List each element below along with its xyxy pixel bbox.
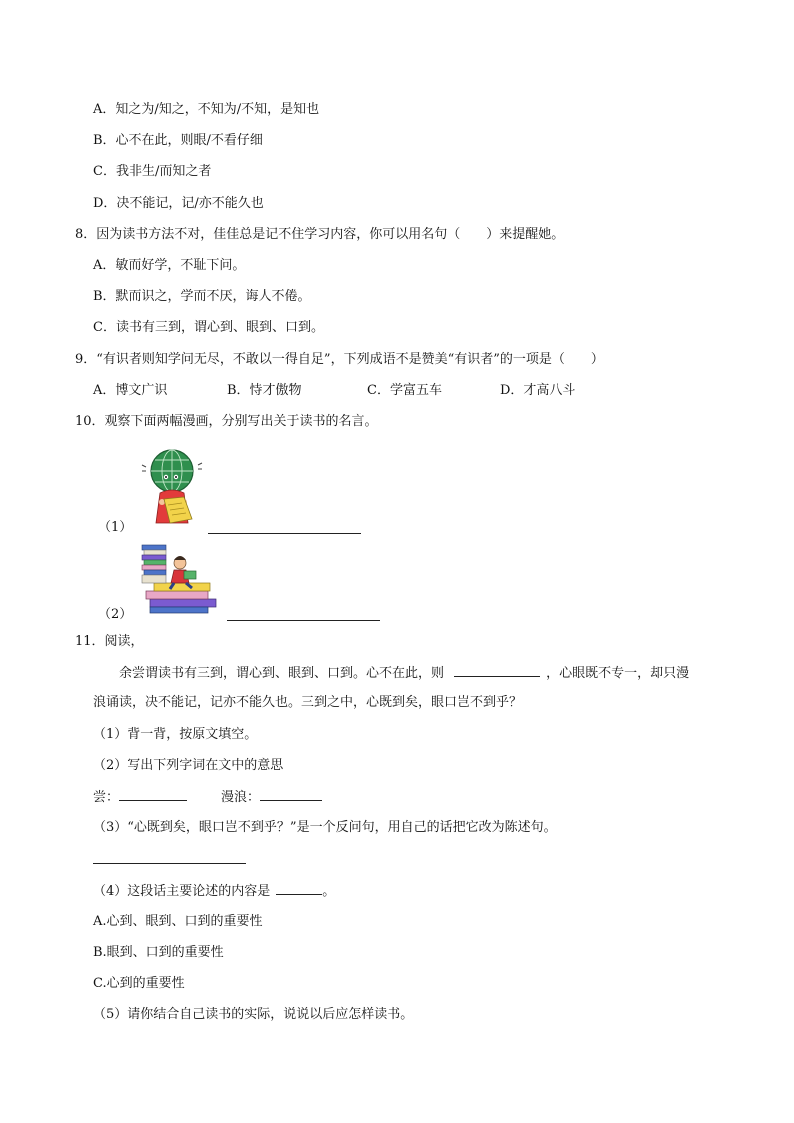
q11-passage-part-a: 余尝谓读书有三到，谓心到、眼到、口到。心不在此，则	[119, 666, 445, 681]
q8-stem: 8．因为读书方法不对，佳佳总是记不住学习内容，你可以用名句（ ）来提醒她。	[75, 227, 565, 242]
q11-passage-line-1	[119, 664, 689, 683]
q7-option-c: C．我非生/而知之者	[93, 164, 212, 179]
q8-option-c: C．读书有三到，谓心到、眼到、口到。	[93, 320, 324, 335]
q11-sub-5: （5）请你结合自己读书的实际，说说以后应怎样读书。	[93, 1007, 414, 1022]
q11-passage-blank[interactable]	[454, 664, 540, 677]
q11-sub-4	[93, 882, 335, 901]
q11-word-manlang-label: 漫浪：	[221, 790, 261, 805]
q10-item-1-label: （1）	[98, 520, 133, 535]
q11-sub-4-blank[interactable]	[276, 882, 322, 895]
q7-option-b: B．心不在此，则眼/不看仔细	[93, 133, 263, 148]
q11-sub-3-answer-blank[interactable]	[93, 851, 246, 864]
q11-word-chang-label: 尝：	[93, 790, 120, 805]
q11-sub-4-option-c: C.心到的重要性	[93, 976, 185, 991]
q11-passage-part-b: ，心眼既不专一，却只漫	[546, 666, 690, 681]
q11-sub-4-option-a: A.心到、眼到、口到的重要性	[93, 914, 263, 929]
q9-option-a: A．博文广识	[93, 383, 168, 398]
q11-sub-2-words	[93, 788, 322, 807]
cartoon-globe-reader-image	[138, 447, 210, 527]
q10-stem: 10．观察下面两幅漫画，分别写出关于读书的名言。	[75, 414, 378, 429]
q9-option-b: B．恃才傲物	[227, 383, 302, 398]
q11-sub-4-text: （4）这段话主要论述的内容是	[93, 884, 271, 899]
q10-item-2-answer-blank[interactable]	[227, 608, 380, 621]
q11-sub-3: （3）“心既到矣，眼口岂不到乎？”是一个反问句，用自己的话把它改为陈述句。	[93, 820, 557, 835]
q9-options	[93, 382, 575, 400]
q9-option-d: D．才高八斗	[500, 383, 576, 398]
q11-word-chang-blank[interactable]	[119, 788, 187, 801]
q10-item-1-answer-blank[interactable]	[208, 521, 361, 534]
q7-option-d: D．决不能记，记/亦不能久也	[93, 196, 264, 211]
q7-option-a: A．知之为/知之，不知为/不知，是知也	[93, 102, 320, 117]
q9-stem: 9．“有识者则知学问无尽，不敢以一得自足”，下列成语不是赞美“有识者”的一项是（ ）	[75, 352, 604, 367]
q11-sub-4-option-b: B.眼到、口到的重要性	[93, 945, 224, 960]
q8-option-a: A．敏而好学，不耻下问。	[93, 258, 246, 273]
q11-sub-1: （1）背一背，按原文填空。	[93, 727, 258, 742]
q8-option-b: B．默而识之，学而不厌，诲人不倦。	[93, 289, 311, 304]
q11-passage-line-2: 浪诵读，决不能记，记亦不能久也。三到之中，心既到矣，眼口岂不到乎？	[93, 695, 523, 710]
q11-sub-2: （2）写出下列字词在文中的意思	[93, 758, 284, 773]
cartoon-books-stack-image	[136, 543, 220, 617]
q10-item-2-label: （2）	[98, 607, 133, 622]
q11-sub-4-end: 。	[322, 884, 336, 899]
q9-option-c: C．学富五车	[367, 383, 442, 398]
q11-word-manlang-blank[interactable]	[260, 788, 322, 801]
q11-stem: 11．阅读，	[75, 634, 144, 649]
